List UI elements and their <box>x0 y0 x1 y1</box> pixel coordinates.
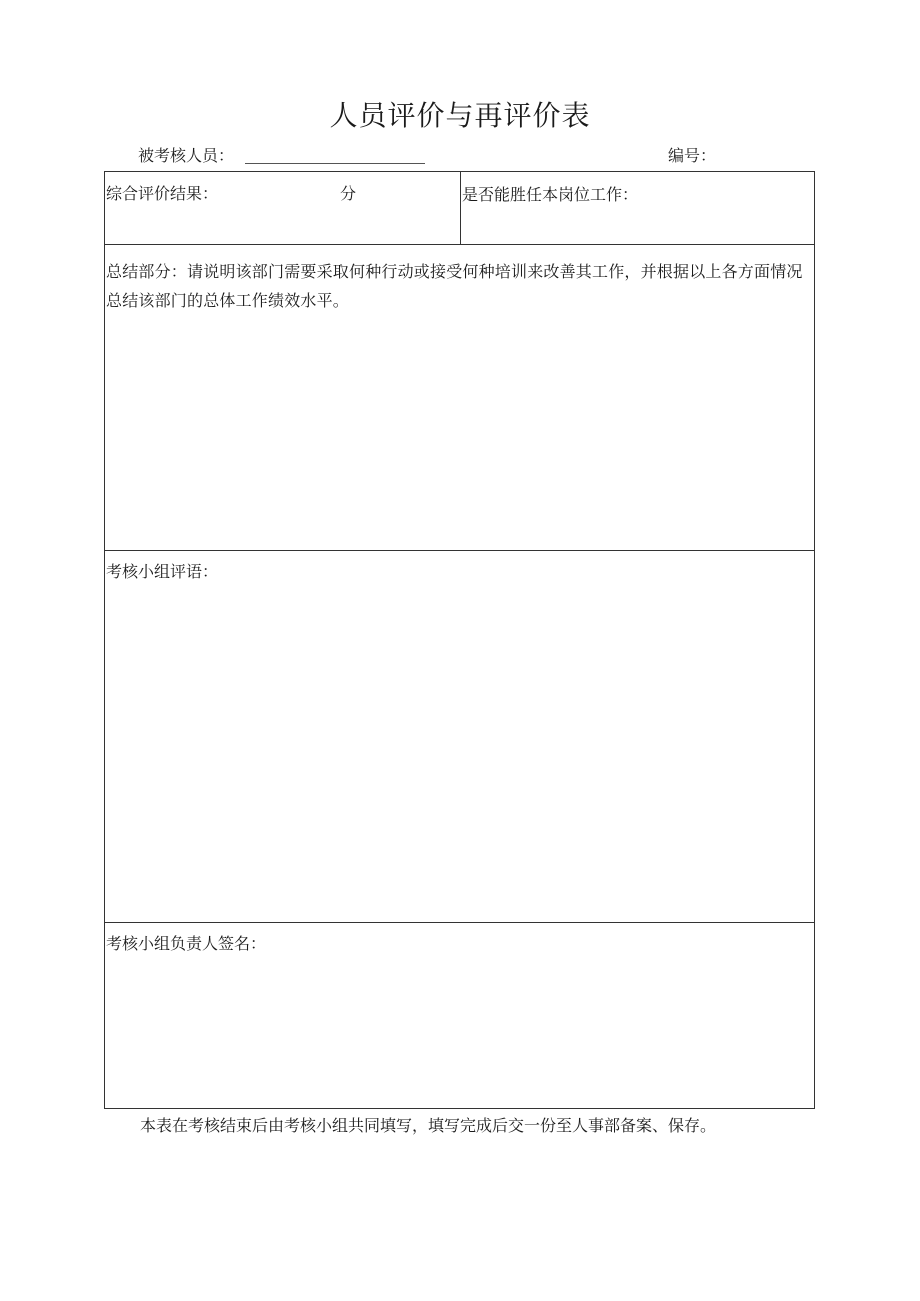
row-divider <box>105 922 814 923</box>
row-divider <box>105 244 814 245</box>
footer-note: 本表在考核结束后由考核小组共同填写，填写完成后交一份至人事部备案、保存。 <box>140 1116 717 1135</box>
summary-instructions: 总结部分：请说明该部门需要采取何种行动或接受何种培训来改善其工作，并根据以上各方面情况总结该部门的总体工作绩效水平。 <box>106 262 803 310</box>
row-divider <box>105 550 814 551</box>
column-divider <box>460 172 461 244</box>
job-competence-label: 是否能胜任本岗位工作： <box>462 185 639 204</box>
page-title: 人员评价与再评价表 <box>329 99 591 132</box>
overall-score-label: 综合评价结果： <box>106 184 219 203</box>
form-number-label: 编号： <box>668 146 717 165</box>
examinee-label: 被考核人员： <box>138 146 235 165</box>
evaluation-form-table <box>104 171 815 1109</box>
score-unit-label: 分 <box>340 184 357 203</box>
panel-comment-label: 考核小组评语： <box>106 562 219 581</box>
examinee-name-field[interactable] <box>245 163 425 164</box>
panel-leader-signature-label: 考核小组负责人签名： <box>106 934 267 953</box>
